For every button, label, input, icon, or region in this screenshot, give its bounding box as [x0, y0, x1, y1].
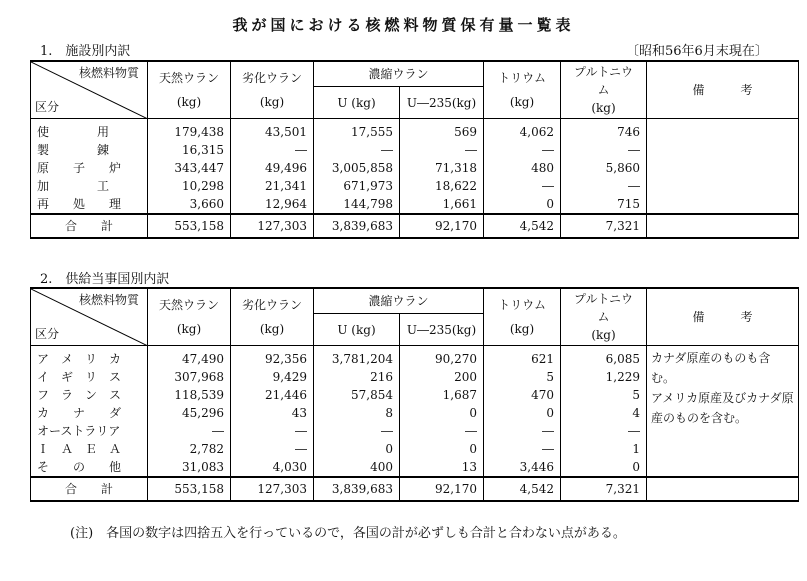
page-title: 我が国における核燃料物質保有量一覧表 — [232, 16, 575, 34]
cell-thorium: 470 — [484, 386, 561, 404]
cell-u235: 1,661 — [400, 195, 484, 214]
total-label: 合 計 — [31, 214, 148, 238]
header-u: U (kg) — [314, 87, 400, 119]
cell-natural: 553,158 — [148, 477, 231, 501]
cell-natural: 16,315 — [148, 141, 231, 159]
cell-plutonium: 4 — [561, 404, 647, 422]
row-label: 使 用 — [31, 119, 148, 142]
header-remarks: 備 考 — [647, 288, 799, 346]
cell-u235: 1,687 — [400, 386, 484, 404]
facility-table — [30, 60, 799, 239]
header-u: U (kg) — [314, 314, 400, 346]
cell-u235: 92,170 — [400, 477, 484, 501]
cell-plutonium: 7,321 — [561, 214, 647, 238]
cell-plutonium: 0 — [561, 458, 647, 477]
cell-u235: 71,318 — [400, 159, 484, 177]
cell-u235: 90,270 — [400, 346, 484, 369]
total-label: 合 計 — [31, 477, 148, 501]
row-label: カ ナ ダ — [31, 404, 148, 422]
cell-u235: 18,622 — [400, 177, 484, 195]
header-thorium: トリウム (kg) — [484, 288, 561, 346]
cell-plutonium: 1 — [561, 440, 647, 458]
cell-u: 3,781,204 — [314, 346, 400, 369]
remark-text: カナダ原産のものも含む。 — [651, 351, 771, 385]
cell-thorium: 0 — [484, 195, 561, 214]
row-label: 製 錬 — [31, 141, 148, 159]
cell-natural: ― — [148, 422, 231, 440]
header-natural: 天然ウラン (kg) — [148, 288, 231, 346]
cell-u: 3,839,683 — [314, 214, 400, 238]
cell-u235: 13 — [400, 458, 484, 477]
header-plutonium: プルトニウ ム (kg) — [561, 61, 647, 119]
cell-thorium: 4,542 — [484, 477, 561, 501]
cell-thorium: 480 — [484, 159, 561, 177]
cell-natural: 31,083 — [148, 458, 231, 477]
row-label: Ｉ Ａ Ｅ Ａ — [31, 440, 148, 458]
cell-u: 3,839,683 — [314, 477, 400, 501]
cell-plutonium: ― — [561, 422, 647, 440]
row-label: 加 工 — [31, 177, 148, 195]
cell-natural: 10,298 — [148, 177, 231, 195]
cell-plutonium: 1,229 — [561, 368, 647, 386]
cell-u235: ― — [400, 141, 484, 159]
cell-depleted: 127,303 — [231, 214, 314, 238]
row-label: フ ラ ン ス — [31, 386, 148, 404]
cell-depleted: 9,429 — [231, 368, 314, 386]
cell-plutonium: ― — [561, 141, 647, 159]
cell-u235: 92,170 — [400, 214, 484, 238]
section1-label: 1. 施設別内訳 — [40, 44, 131, 59]
cell-thorium: ― — [484, 177, 561, 195]
remarks-cell — [647, 346, 799, 478]
header-natural: 天然ウラン (kg) — [148, 61, 231, 119]
cell-plutonium: 715 — [561, 195, 647, 214]
cell-plutonium: 7,321 — [561, 477, 647, 501]
cell-u235: 569 — [400, 119, 484, 142]
cell-depleted: 12,964 — [231, 195, 314, 214]
cell-depleted: 92,356 — [231, 346, 314, 369]
cell-thorium: 5 — [484, 368, 561, 386]
cell-plutonium: 6,085 — [561, 346, 647, 369]
date-label: 〔昭和56年6月末現在〕 — [626, 44, 768, 59]
cell-depleted: ― — [231, 422, 314, 440]
cell-u235: 0 — [400, 440, 484, 458]
cell-u: ― — [314, 141, 400, 159]
cell-natural: 343,447 — [148, 159, 231, 177]
cell-natural: 47,490 — [148, 346, 231, 369]
total-row — [31, 477, 799, 501]
cell-natural: 553,158 — [148, 214, 231, 238]
cell-u235: ― — [400, 422, 484, 440]
table-row — [31, 346, 799, 369]
header-diagonal-cell — [31, 288, 148, 346]
total-row — [31, 214, 799, 238]
table-row — [31, 119, 799, 142]
cell-u: ― — [314, 422, 400, 440]
remark-text: アメリカ原産及びカナダ原産のものを含む。 — [651, 391, 794, 425]
cell-depleted: 49,496 — [231, 159, 314, 177]
cell-u235: 0 — [400, 404, 484, 422]
cell-natural: 118,539 — [148, 386, 231, 404]
cell-u235: 200 — [400, 368, 484, 386]
header-material: 核燃料物質 — [78, 66, 139, 80]
cell-depleted: 21,341 — [231, 177, 314, 195]
header-diagonal-cell — [31, 61, 148, 119]
cell-thorium: 3,446 — [484, 458, 561, 477]
cell-u: 671,973 — [314, 177, 400, 195]
cell-u: 57,854 — [314, 386, 400, 404]
cell-natural: 45,296 — [148, 404, 231, 422]
total-remarks-cell — [647, 214, 799, 238]
row-label: 原 子 炉 — [31, 159, 148, 177]
cell-natural: 307,968 — [148, 368, 231, 386]
header-u235: U―235(kg) — [400, 87, 484, 119]
header-enriched: 濃縮ウラン — [314, 61, 484, 87]
row-label: オーストラリア — [31, 422, 148, 440]
header-depleted: 劣化ウラン (kg) — [231, 288, 314, 346]
cell-natural: 3,660 — [148, 195, 231, 214]
supplier-table — [30, 287, 799, 502]
cell-plutonium: 5 — [561, 386, 647, 404]
cell-thorium: ― — [484, 422, 561, 440]
cell-natural: 2,782 — [148, 440, 231, 458]
cell-depleted: 127,303 — [231, 477, 314, 501]
cell-u: 216 — [314, 368, 400, 386]
cell-thorium: ― — [484, 141, 561, 159]
section2-label: 2. 供給当事国別内訳 — [40, 272, 170, 287]
cell-plutonium: ― — [561, 177, 647, 195]
cell-depleted: 21,446 — [231, 386, 314, 404]
footnote: (注) 各国の数字は四捨五入を行っているので，各国の計が必ずしも合計と合わない点がある。 — [70, 526, 626, 541]
cell-depleted: 43,501 — [231, 119, 314, 142]
cell-natural: 179,438 — [148, 119, 231, 142]
cell-u: 400 — [314, 458, 400, 477]
cell-depleted: 4,030 — [231, 458, 314, 477]
cell-plutonium: 5,860 — [561, 159, 647, 177]
cell-u: 0 — [314, 440, 400, 458]
row-label: 再 処 理 — [31, 195, 148, 214]
header-material: 核燃料物質 — [78, 293, 139, 307]
header-category: 区分 — [35, 100, 60, 114]
cell-u: 17,555 — [314, 119, 400, 142]
total-remarks-cell — [647, 477, 799, 501]
header-thorium: トリウム (kg) — [484, 61, 561, 119]
cell-thorium: 4,062 — [484, 119, 561, 142]
cell-depleted: ― — [231, 440, 314, 458]
cell-thorium: ― — [484, 440, 561, 458]
cell-depleted: 43 — [231, 404, 314, 422]
header-category: 区分 — [35, 327, 60, 341]
cell-u: 144,798 — [314, 195, 400, 214]
cell-thorium: 621 — [484, 346, 561, 369]
cell-depleted: ― — [231, 141, 314, 159]
header-depleted: 劣化ウラン (kg) — [231, 61, 314, 119]
header-enriched: 濃縮ウラン — [314, 288, 484, 314]
row-label: イ ギ リ ス — [31, 368, 148, 386]
row-label: そ の 他 — [31, 458, 148, 477]
cell-thorium: 0 — [484, 404, 561, 422]
header-remarks: 備 考 — [647, 61, 799, 119]
cell-thorium: 4,542 — [484, 214, 561, 238]
row-label: ア メ リ カ — [31, 346, 148, 369]
remarks-cell — [647, 119, 799, 215]
header-plutonium: プルトニウ ム (kg) — [561, 288, 647, 346]
cell-u: 8 — [314, 404, 400, 422]
header-u235: U―235(kg) — [400, 314, 484, 346]
cell-plutonium: 746 — [561, 119, 647, 142]
cell-u: 3,005,858 — [314, 159, 400, 177]
